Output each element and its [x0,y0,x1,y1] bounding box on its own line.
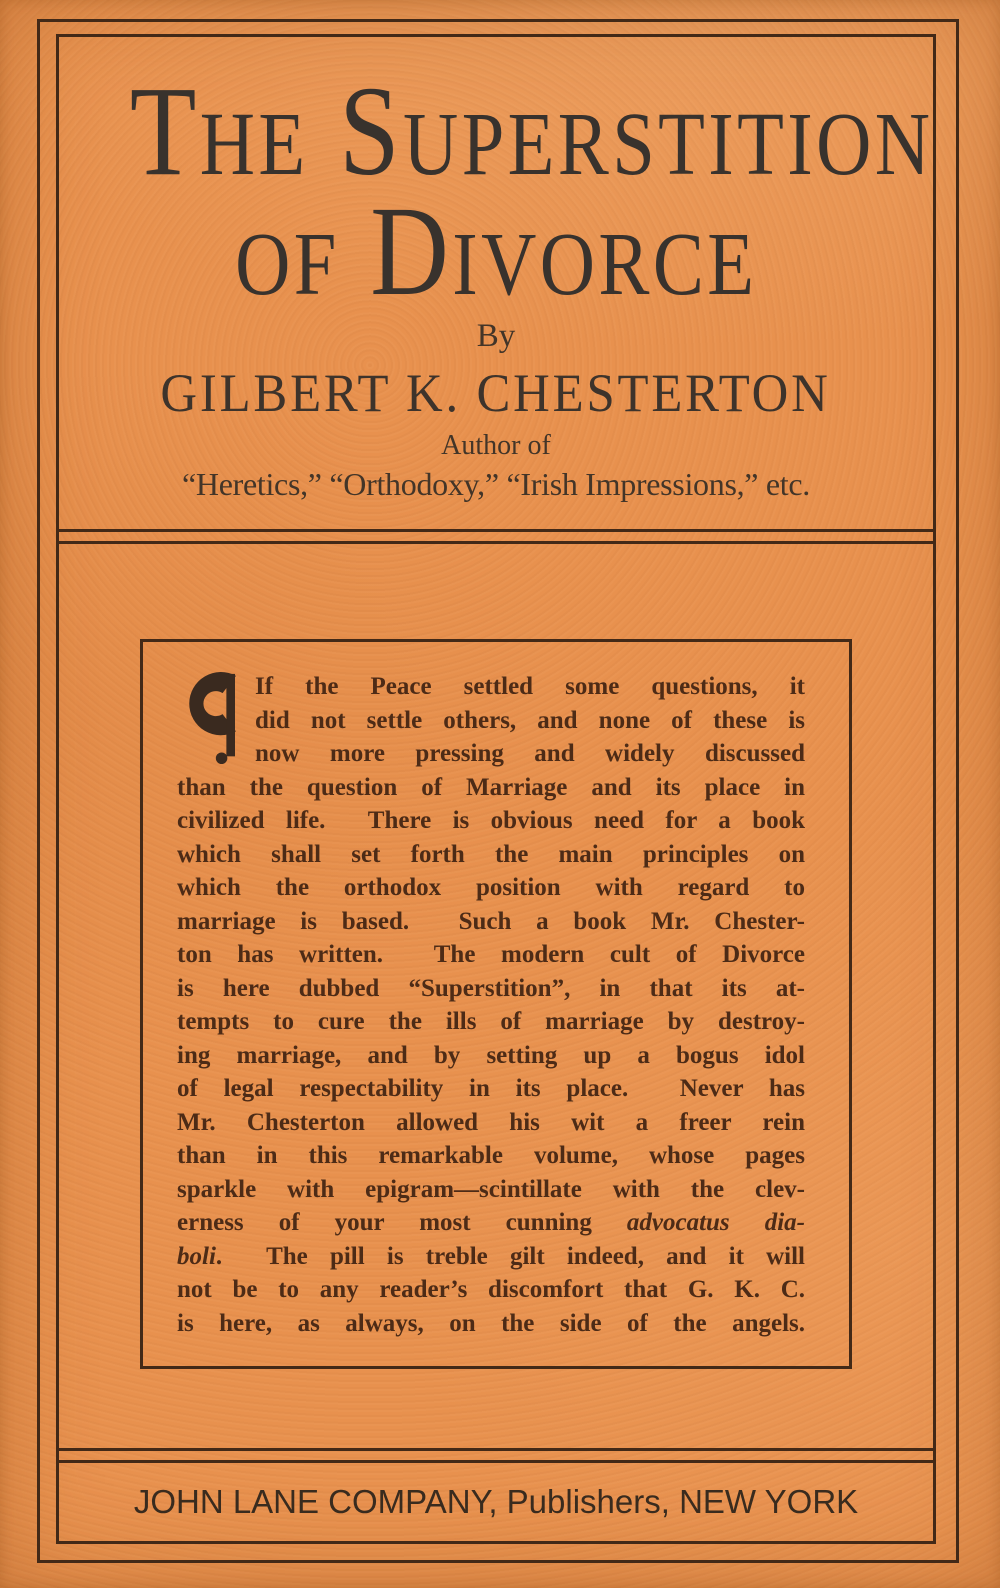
author-name [59,365,933,421]
blurb-line: sparkle with epigram—scintillate with the clev- [177,1175,805,1203]
blurb-line: is here dubbed “Superstition”, in that its at- [177,974,805,1002]
blurb-line: than the question of Marriage and its place in [177,773,805,801]
title-line-1 [59,60,934,202]
pilcrow-icon [177,672,247,764]
divider-bottom [59,1448,933,1463]
author-of-label: Author of [441,430,551,461]
blurb-text [143,642,849,1340]
blurb-line: tempts to cure the ills of marriage by destroy- [177,1008,805,1035]
by-label: By [476,318,516,354]
blurb-line: than in this remarkable volume, whose pages [177,1142,805,1169]
blurb-line: ing marriage, and by setting up a bogus idol [177,1041,805,1069]
title-line-2 [59,180,933,322]
blurb-line: which shall set forth the main principles on [177,840,805,868]
body-block [59,544,933,1448]
blurb-line: Mr. Chesterton allowed his wit a freer rein [177,1108,805,1136]
author-name-text: GILBERT K. CHESTERTON [160,363,832,423]
blurb-line: If the Peace settled some questions, it [255,673,805,700]
blurb-line: of legal respectability in its place. Never has [177,1075,805,1102]
blurb-line: did not settle others, and none of these is [255,706,805,734]
blurb-line: is here, as always, on the side of the angels. [177,1309,805,1337]
title-block [59,37,933,529]
blurb-line: boli. The pill is treble gilt indeed, and it will [177,1242,805,1270]
title-line-1-text: The Superstition [129,60,934,202]
works-list: “Heretics,” “Orthodoxy,” “Irish Impressions,” etc. [181,466,811,502]
publisher-line: JOHN LANE COMPANY, Publishers, NEW YORK [133,1483,859,1520]
blurb-line: not be to any reader’s discomfort that G. K. C. [177,1276,805,1303]
blurb-line: erness of your most cunning advocatus dia- [177,1209,805,1236]
blurb-line: which the orthodox position with regard to [177,874,805,901]
title-line-2-text: of Divorce [234,180,758,322]
blurb-box [140,639,852,1369]
blurb-line: civilized life. There is obvious need for a book [177,807,805,834]
outer-border [37,19,959,1563]
blurb-line: marriage is based. Such a book Mr. Chester- [177,907,805,935]
inner-border [56,34,936,1544]
blurb-line: ton has written. The modern cult of Divorce [177,941,805,968]
blurb-line: now more pressing and widely discussed [255,740,805,767]
divider-top [59,529,933,544]
